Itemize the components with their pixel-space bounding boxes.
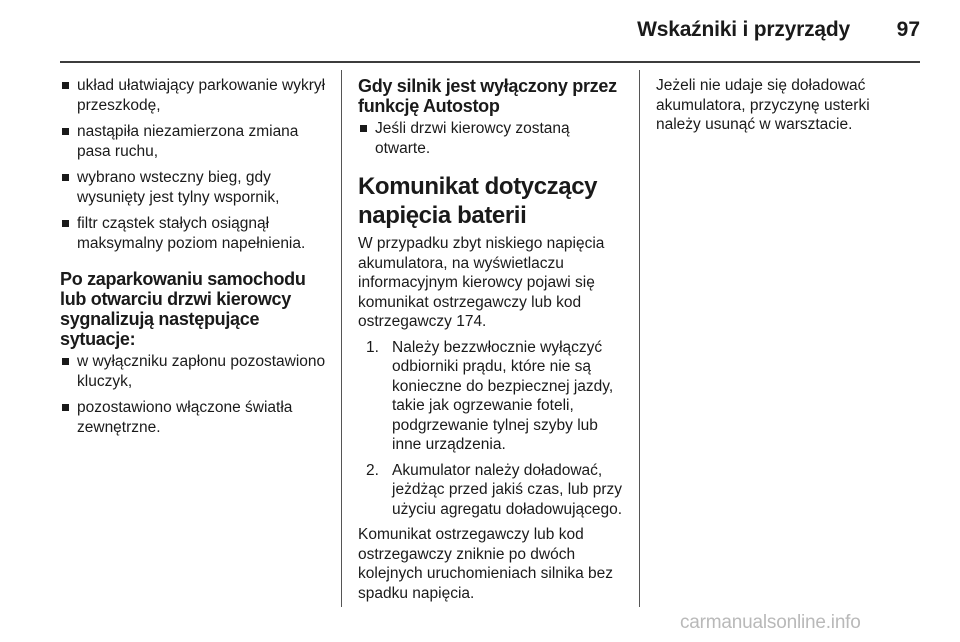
warning-conditions-list [60, 76, 330, 253]
page-number: 97 [896, 18, 920, 41]
list-item: filtr cząstek stałych osiągnął maksymalny poziom napełnienia. [60, 214, 330, 253]
list-item: układ ułatwiający parkowanie wykrył przeszkodę, [60, 76, 330, 115]
step-text: Należy bezzwłocznie wyłączyć odbiorniki prądu, które nie są konieczne do bezpiecznej jazdy, takie jak ogrzewanie foteli, podgrzewanie tylnej szyby lub inne urządzenia. [392, 338, 614, 453]
autostop-conditions-list [358, 119, 626, 158]
workshop-paragraph: Jeżeli nie udaje się doładować akumulatora, przyczynę usterki należy usunąć w warsztacie. [656, 77, 870, 133]
battery-steps-list [358, 338, 626, 520]
list-item: wybrano wsteczny bieg, gdy wysunięty jest tylny wspornik, [60, 168, 330, 207]
list-item [366, 338, 626, 455]
battery-section-heading: Komunikat dotyczący napięcia baterii [358, 173, 598, 229]
column-1 [60, 76, 330, 444]
step-text: Akumulator należy doładować, jeżdżąc przed jakiś czas, lub przy użyciu agregatu doładowującego. [392, 461, 623, 518]
autostop-subheading: Gdy silnik jest wyłączony przez funkcję Autostop [358, 76, 617, 116]
battery-outro-paragraph: Komunikat ostrzegawczy lub kod ostrzegawczy zniknie po dwóch kolejnych uruchomieniach silnika bez spadku napięcia. [358, 526, 614, 602]
header-divider [60, 61, 920, 63]
watermark: carmanualsonline.info [680, 612, 861, 633]
list-item: w wyłączniku zapłonu pozostawiono kluczyk, [60, 352, 330, 391]
list-item: Jeśli drzwi kierowcy zostaną otwarte. [358, 119, 626, 158]
step-number: 1. [366, 338, 379, 356]
list-item [366, 461, 626, 520]
parking-subheading: Po zaparkowaniu samochodu lub otwarciu drzwi kierowcy sygnalizują następujące sytuacje: [60, 269, 306, 349]
parking-conditions-list [60, 352, 330, 437]
list-item: pozostawiono włączone światła zewnętrzne. [60, 398, 330, 437]
battery-intro-paragraph: W przypadku zbyt niskiego napięcia akumulatora, na wyświetlaczu informacyjnym kierowcy pojawi się komunikat ostrzegawczy lub kod ostrzegawczy 174. [358, 235, 605, 330]
column-divider-1 [341, 70, 342, 607]
column-divider-2 [639, 70, 640, 607]
column-3 [656, 76, 918, 141]
step-number: 2. [366, 461, 379, 479]
column-2 [358, 76, 626, 609]
list-item: nastąpiła niezamierzona zmiana pasa ruchu, [60, 122, 330, 161]
page-title: Wskaźniki i przyrządy [637, 18, 850, 41]
